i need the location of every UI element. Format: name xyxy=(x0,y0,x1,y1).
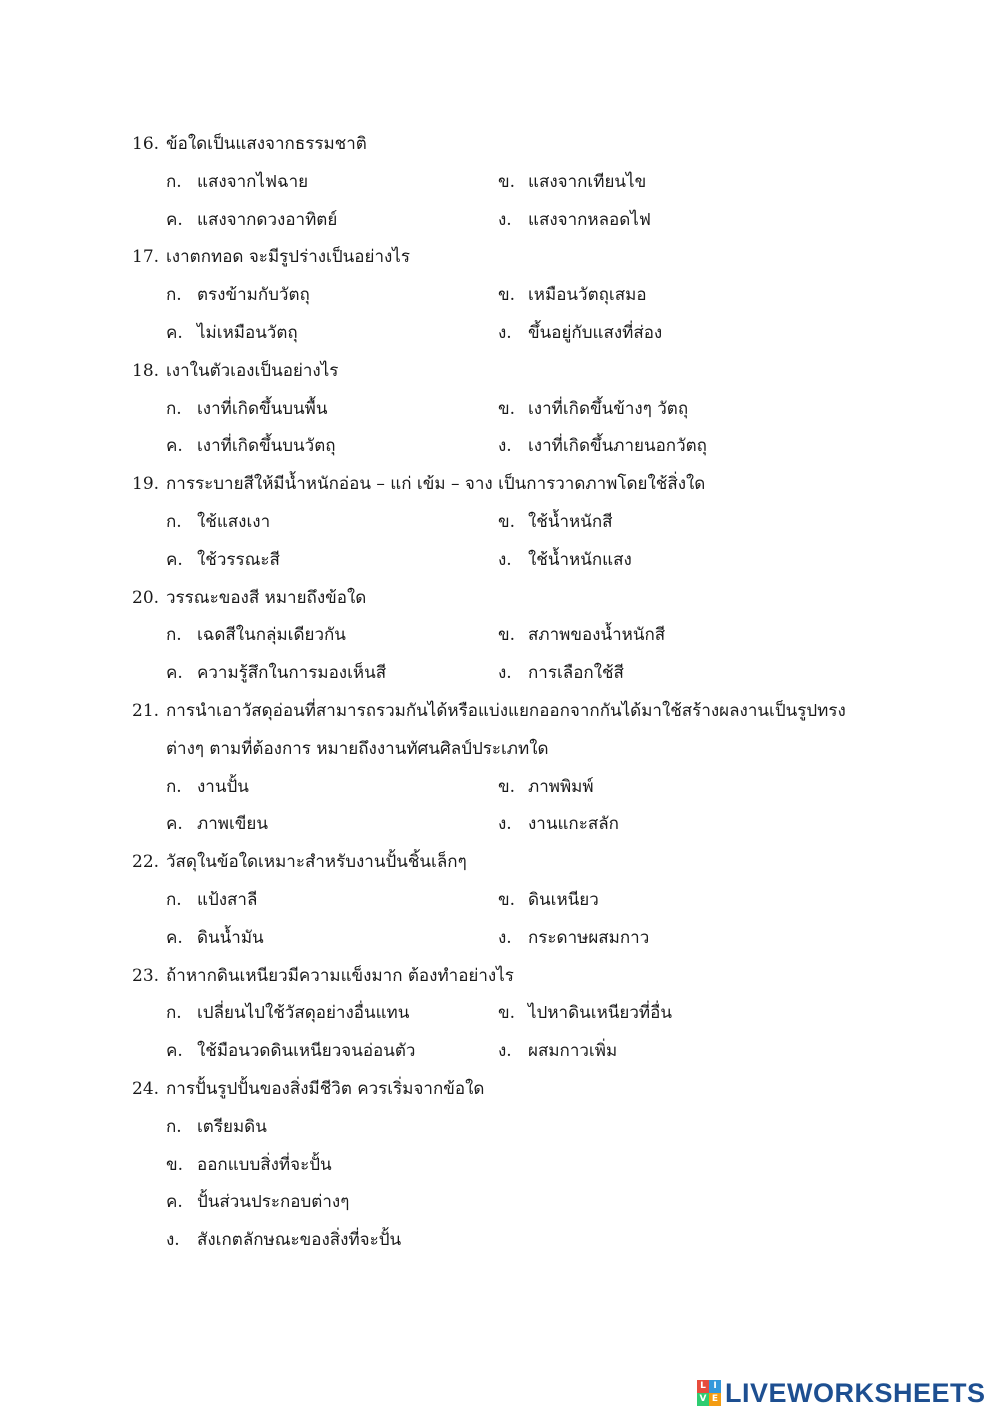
option-letter: ค. xyxy=(166,209,183,230)
option-text: ไปหาดินเหนียวที่อื่น xyxy=(528,1003,672,1024)
option-letter: ง. xyxy=(498,814,512,835)
option-row xyxy=(0,888,1000,914)
option-text: ขึ้นอยู่กับแสงที่ส่อง xyxy=(528,323,663,343)
option-text: ใช้มือนวดดินเหนียวจนอ่อนตัว xyxy=(197,1041,416,1062)
option-letter: ก. xyxy=(166,512,182,532)
question-text: ต่างๆ ตามที่ต้องการ หมายถึงงานทัศนศิลป์ประเภทใด xyxy=(166,738,549,759)
option-letter: ข. xyxy=(498,398,516,419)
question-text: วรรณะของสี หมายถึงข้อใด xyxy=(166,587,367,608)
option-letter: ค. xyxy=(166,814,183,835)
option-letter: ค. xyxy=(166,663,183,684)
option-row xyxy=(0,1190,1000,1216)
option-letter: ข. xyxy=(498,625,516,646)
option-text: งานปั้น xyxy=(197,776,249,797)
option-letter: ข. xyxy=(498,890,516,910)
option-letter: ค. xyxy=(166,1041,183,1062)
option-row xyxy=(0,208,1000,234)
option-letter: ง. xyxy=(498,209,512,230)
option-text: เงาที่เกิดขึ้นภายนอกวัตถุ xyxy=(528,436,707,457)
option-text: ปั้นส่วนประกอบต่างๆ xyxy=(197,1192,350,1213)
option-row xyxy=(0,397,1000,423)
option-text: ภาพพิมพ์ xyxy=(528,776,594,797)
question-number: 23. xyxy=(132,965,160,986)
option-text: สภาพของน้ำหนักสี xyxy=(528,625,666,646)
option-letter: ก. xyxy=(166,1116,182,1137)
option-text: ใช้แสงเงา xyxy=(197,512,271,532)
question-line xyxy=(0,737,1000,763)
option-row xyxy=(0,1001,1000,1027)
option-letter: ข. xyxy=(498,512,516,532)
logo-badge-letter: I xyxy=(709,1380,721,1393)
option-text: ดินเหนียว xyxy=(528,890,599,910)
option-text: ภาพเขียน xyxy=(197,814,268,835)
option-row xyxy=(0,661,1000,687)
option-row xyxy=(0,434,1000,460)
question-line xyxy=(0,359,1000,385)
question-number: 21. xyxy=(132,701,160,721)
question-text: การระบายสีให้มีน้ำหนักอ่อน – แก่ เข้ม – จาง เป็นการวาดภาพโดยใช้สิ่งใด xyxy=(166,474,706,495)
option-letter: ง. xyxy=(498,549,512,570)
option-text: แสงจากดวงอาทิตย์ xyxy=(197,209,338,230)
option-letter: ง. xyxy=(498,323,512,343)
option-letter: ข. xyxy=(498,171,516,192)
option-text: เปลี่ยนไปใช้วัสดุอย่างอื่นแทน xyxy=(197,1003,410,1024)
question-text: เงาในตัวเองเป็นอย่างไร xyxy=(166,360,339,381)
option-row xyxy=(0,1115,1000,1141)
option-row xyxy=(0,1228,1000,1254)
question-line xyxy=(0,1077,1000,1103)
option-letter: ง. xyxy=(498,1041,512,1062)
option-letter: ก. xyxy=(166,776,182,797)
logo-text: LIVEWORKSHEETS xyxy=(725,1377,986,1408)
question-text: การปั้นรูปปั้นของสิ่งมีชีวิต ควรเริ่มจากข้อใด xyxy=(166,1079,485,1099)
question-line xyxy=(0,472,1000,498)
option-letter: ง. xyxy=(498,663,512,684)
question-number: 24. xyxy=(132,1079,160,1099)
option-text: งานแกะสลัก xyxy=(528,814,619,835)
option-text: เงาที่เกิดขึ้นข้างๆ วัตถุ xyxy=(528,398,689,419)
option-letter: ค. xyxy=(166,436,183,457)
question-number: 17. xyxy=(132,247,160,268)
option-text: ใช้วรรณะสี xyxy=(197,549,280,570)
logo-badge-letter: V xyxy=(697,1393,709,1406)
question-line xyxy=(0,964,1000,990)
option-letter: ก. xyxy=(166,285,182,306)
option-row xyxy=(0,548,1000,574)
option-text: ใช้น้ำหนักสี xyxy=(528,512,613,532)
option-letter: ง. xyxy=(498,436,512,457)
option-text: ใช้น้ำหนักแสง xyxy=(528,549,632,570)
logo-badge-letter: L xyxy=(697,1380,709,1393)
option-letter: ก. xyxy=(166,1003,182,1024)
option-row xyxy=(0,812,1000,838)
option-row xyxy=(0,1153,1000,1179)
option-text: ไม่เหมือนวัตถุ xyxy=(197,323,298,343)
option-letter: ค. xyxy=(166,927,183,948)
option-text: การเลือกใช้สี xyxy=(528,663,624,684)
option-letter: ก. xyxy=(166,890,182,910)
question-number: 16. xyxy=(132,134,160,154)
option-row xyxy=(0,1039,1000,1065)
option-letter: ก. xyxy=(166,625,182,646)
option-text: แสงจากเทียนไข xyxy=(528,171,647,192)
question-number: 19. xyxy=(132,474,160,495)
option-letter: ค. xyxy=(166,323,183,343)
option-text: แสงจากไฟฉาย xyxy=(197,171,309,192)
question-number: 22. xyxy=(132,852,160,873)
question-text: ถ้าหากดินเหนียวมีความแข็งมาก ต้องทำอย่างไร xyxy=(166,965,514,986)
question-line xyxy=(0,586,1000,612)
option-row xyxy=(0,170,1000,196)
option-letter: ง. xyxy=(166,1230,180,1251)
option-row xyxy=(0,623,1000,649)
option-text: กระดาษผสมกาว xyxy=(528,927,650,948)
option-letter: ง. xyxy=(498,927,512,948)
question-line xyxy=(0,132,1000,158)
question-text: การนำเอาวัสดุอ่อนที่สามารถรวมกันได้หรือแบ่งแยกออกจากกันได้มาใช้สร้างผลงานเป็นรูปทรง xyxy=(166,701,846,721)
option-row xyxy=(0,926,1000,952)
option-letter: ค. xyxy=(166,549,183,570)
option-text: ความรู้สึกในการมองเห็นสี xyxy=(197,663,387,684)
option-row xyxy=(0,775,1000,801)
option-text: เตรียมดิน xyxy=(197,1116,267,1137)
option-text: ออกแบบสิ่งที่จะปั้น xyxy=(197,1154,332,1175)
question-line xyxy=(0,245,1000,271)
question-text: เงาตกทอด จะมีรูปร่างเป็นอย่างไร xyxy=(166,247,410,268)
option-text: ผสมกาวเพิ่ม xyxy=(528,1041,618,1062)
option-text: แสงจากหลอดไฟ xyxy=(528,209,651,230)
question-number: 20. xyxy=(132,587,160,608)
option-text: เงาที่เกิดขึ้นบนพื้น xyxy=(197,398,328,419)
option-row xyxy=(0,321,1000,347)
option-letter: ก. xyxy=(166,398,182,419)
question-line xyxy=(0,699,1000,725)
option-text: เหมือนวัตถุเสมอ xyxy=(528,285,647,306)
question-text: วัสดุในข้อใดเหมาะสำหรับงานปั้นชิ้นเล็กๆ xyxy=(166,852,467,873)
question-text: ข้อใดเป็นแสงจากธรรมชาติ xyxy=(166,134,367,154)
option-letter: ข. xyxy=(166,1154,184,1175)
option-letter: ข. xyxy=(498,285,516,306)
option-letter: ก. xyxy=(166,171,182,192)
question-line xyxy=(0,850,1000,876)
logo-badge-icon xyxy=(697,1380,721,1406)
option-text: ตรงข้ามกับวัตถุ xyxy=(197,285,310,306)
option-row xyxy=(0,283,1000,309)
option-text: แป้งสาลี xyxy=(197,890,258,910)
logo-badge-letter: E xyxy=(709,1393,721,1406)
option-letter: ค. xyxy=(166,1192,183,1213)
option-text: เฉดสีในกลุ่มเดียวกัน xyxy=(197,625,346,646)
option-text: สังเกตลักษณะของสิ่งที่จะปั้น xyxy=(197,1230,402,1251)
question-number: 18. xyxy=(132,360,160,381)
option-letter: ข. xyxy=(498,776,516,797)
option-letter: ข. xyxy=(498,1003,516,1024)
option-text: เงาที่เกิดขึ้นบนวัตถุ xyxy=(197,436,336,457)
option-row xyxy=(0,510,1000,536)
liveworksheets-logo xyxy=(697,1378,986,1408)
option-text: ดินน้ำมัน xyxy=(197,927,264,948)
